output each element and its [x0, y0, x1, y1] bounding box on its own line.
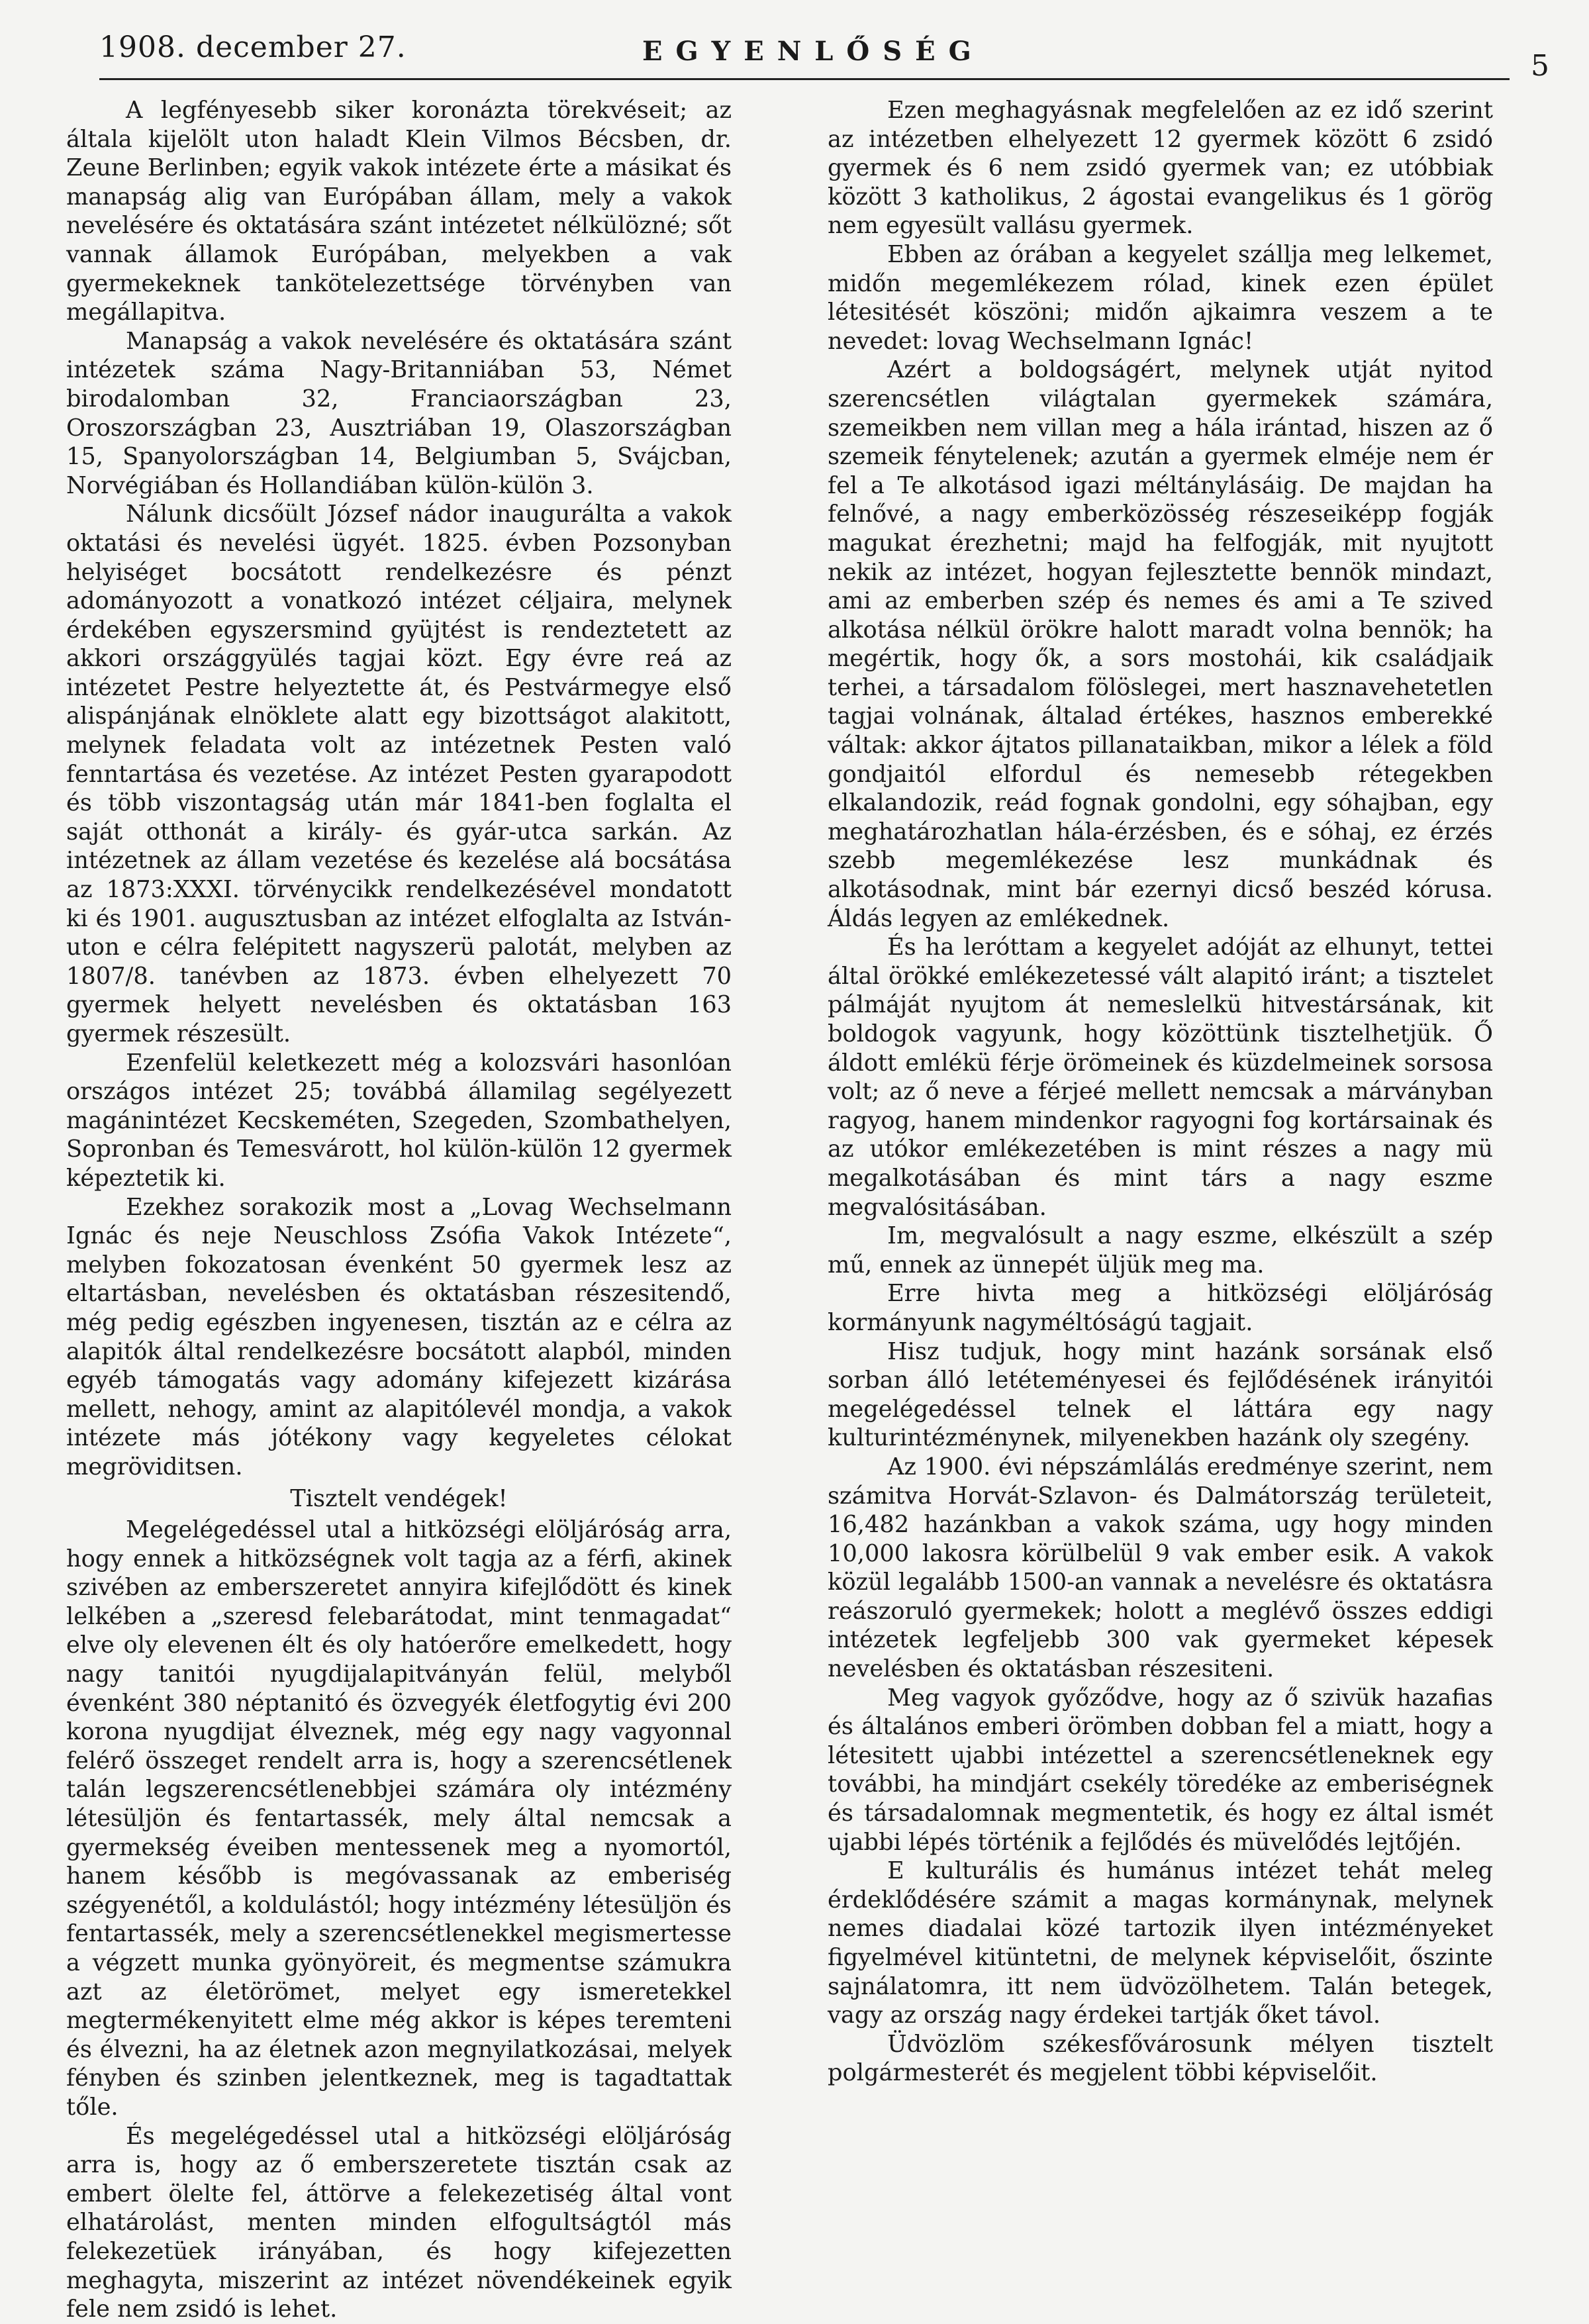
right-paragraph-11: Üdvözlöm székesfővárosunk mélyen tisztelt polgármesterét és megjelent többi képviselőit.: [828, 2030, 1493, 2087]
left-paragraph-4: Ezenfelül keletkezett még a kolozsvári hasonlóan országos intézet 25; továbbá államilag segélyezett magánintézet Kecskeméten, Szegeden, Szombathelyen, Sopronban és Temesvárott, hol külön-külön 12 gyermek képeztetik ki.: [66, 1049, 732, 1192]
issue-date: 1908. december 27.: [99, 30, 407, 64]
right-paragraph-4: És ha leróttam a kegyelet adóját az elhunyt, tettei által örökké emlékezetessé vált alapitó iránt; a tisztelet pálmáját nyujtom át nemeslelkü hitvestársának, kit boldogok vagyunk, hogy közöttünk tisztelhetjük. Ő áldott emlékü férje örömeinek és küzdelmeinek sorsosa volt; az ő neve a férjeé mellett nemcsak a márványban ragyog, hanem mindenkor ragyogni fog kortársainak és az utókor emlékezetében is mint részes a nagy mü megalkotásában és mint társ a nagy eszme megvalósitásában.: [828, 934, 1493, 1221]
right-column: [828, 96, 1493, 2088]
left-column: [66, 96, 732, 2324]
left-paragraph-8: És megelégedéssel utal a hitközségi elöljáróság arra is, hogy az ő emberszeretete tisztán csak az embert ölelte fel, áttörve a felekezetiség által vont elhatárolást, menten minden elfogultságtól más felekezetüek irányában, és hogy kifejezetten meghagyta, miszerint az intézet növendékeinek egyik fele nem zsidó is lehet.: [66, 2122, 732, 2323]
right-paragraph-9: Meg vagyok győződve, hogy az ő szivük hazafias és általános emberi örömben dobban fel a miatt, hogy a létesitett ujabbi intézettel a szerencsétleneknek egy további, ha mindjárt csekély töredéke az emberiségnek és társadalomnak megmentetik, és hogy ez által ismét ujabbi lépés történik a fejlődés és müvelődés lejtőjén.: [828, 1684, 1493, 1856]
right-paragraph-5: Im, megvalósult a nagy eszme, elkészült a szép mű, ennek az ünnepét üljük meg ma.: [828, 1222, 1493, 1279]
page-header: [99, 26, 1549, 83]
right-paragraph-3: Azért a boldogságért, melynek utját nyitod szerencsétlen világtalan gyermekek számára, szemeikben nem villan meg a hála irántad, hiszen az ő szemeik fénytelenek; azután a gyermek elméje nem ér fel a Te alkotásod igazi méltánylásáig. De majdan ha felnővé, a nagy emberközösség részeseiképp fogják magukat érezhetni; majd ha felfogják, mit nyujtott nekik az intézet, hogyan fejlesztette bennök mindazt, ami az emberben szép és nemes és ami a Te szived alkotása nélkül örökre halott maradt volna bennök; ha megértik, hogy ők, a sors mostohái, kik családjaik terhei, a társadalom fölöslegei, mert hasznavehetetlen tagjai volnának, általad értékes, hasznos emberekké váltak: akkor ájtatos pillanataikban, mikor a lélek a föld gondjaitól elfordul és nemesebb rétegekben elkalandozik, reád fognak gondolni, egy sóhajban, egy meghatározhatlan hála-érzésben, és e sóhaj, ez érzés szebb megemlékezése lesz munkádnak és alkotásodnak, mint bár ezernyi dicső beszéd kórusa. Áldás legyen az emlékednek.: [828, 356, 1493, 932]
page-number: 5: [1531, 49, 1549, 83]
right-paragraph-10: E kulturális és humánus intézet tehát meleg érdeklődésére számit a magas kormánynak, melynek nemes diadalai közé tartozik ilyen intézményeket figyelmével kitüntetni, de melynek képviselőit, őszinte sajnálatomra, itt nem üdvözölhetem. Talán betegek, vagy az ország nagy érdekei tartják őket távol.: [828, 1857, 1493, 2029]
right-paragraph-1: Ezen meghagyásnak megfelelően az ez idő szerint az intézetben elhelyezett 12 gyermek között 6 zsidó gyermek és 6 nem zsidó gyermek van; ez utóbbiak között 3 katholikus, 2 ágostai evangelikus és 1 görög nem egyesült vallásu gyermek.: [828, 97, 1493, 240]
left-salutation: Tisztelt vendégek!: [290, 1484, 508, 1512]
left-paragraph-7: Megelégedéssel utal a hitközségi elöljáróság arra, hogy ennek a hitközségnek volt tagja az a férfi, akinek szivében az emberszeretet annyira kifejlődött és kinek lelkében a „szeresd felebarátodat, mint tenmagadat“ elve oly elevenen élt és oly hatóerőre emelkedett, hogy nagy tanitói nyugdijalapitványán felül, melyből évenként 380 néptanitó és özvegyék életfogytig évi 200 korona nyugdijat élveznek, még egy nagy vagyonnal felérő összeget rendelt arra is, hogy a szerencsétlenek talán legszerencsétlenebbjei számára oly intézmény létesüljön és fentartassék, mely által nemcsak a gyermekség éveiben mentessenek meg a nyomortól, hanem később is megóvassanak az emberiség szégyenétől, a koldulástól; hogy intézmény létesüljön és fentartassék, mely a szerencsétlenekkel megismertesse a végzett munka gyönyöreit, és megmentse számukra azt az életörömet, melyet egy ismeretekkel megtermékenyitett elme még akkor is képes teremteni és élvezni, ha az életnek azon megnyilatkozásai, melyek fényben és szinben jelentkeznek, meg is tagadtattak tőle.: [66, 1516, 732, 2121]
left-paragraph-3: Nálunk dicsőült József nádor inaugurálta a vakok oktatási és nevelési ügyét. 1825. évben Pozsonyban helyiséget bocsátott rendelkezésre és pénzt adományozott a vonatkozó intézet céljaira, melynek érdekében egyszersmind gyüjtést is rendeztetett az akkori országgyülés tagjai közt. Egy évre reá az intézetet Pestre helyeztette át, és Pestvármegye első alispánjának elnöklete alatt egy bizottságot alakitott, melynek feladata volt az intézetnek Pesten való fenntartása és vezetése. Az intézet Pesten gyarapodott és több viszontagság után már 1841-ben foglalta el saját otthonát a király- és gyár-utca sarkán. Az intézetnek az állam vezetése és kezelése alá bocsátása az 1873:XXXI. törvénycikk rendelkezésével mondatott ki és 1901. augusztusban az intézet elfoglalta az István-uton e célra felépitett nagyszerü palotát, melyben az 1807/8. tanévben az 1873. évben elhelyezett 70 gyermek helyett nevelésben és oktatásban 163 gyermek részesült.: [66, 501, 732, 1047]
left-paragraph-5: Ezekhez sorakozik most a „Lovag Wechselmann Ignác és neje Neuschloss Zsófia Vakok Intézete“, melyben fokozatosan évenként 50 gyermek lesz az eltartásban, nevelésben és oktatásban részesitendő, még pedig egészben ingyenesen, tisztán az e célra az alapitók által rendelkezésre bocsátott alapból, minden egyéb támogatás vagy adomány kifejezett kizárása mellett, nehogy, amint az alapitólevél mondja, a vakok intézete más jótékony vagy kegyeletes célokat megröviditsen.: [66, 1193, 732, 1480]
left-paragraph-1: A legfényesebb siker koronázta törekvéseit; az általa kijelölt uton haladt Klein Vilmos Bécsben, dr. Zeune Berlinben; egyik vakok intézete érte a másikat és manapság alig van Európában állam, mely a vakok nevelésére és oktatására szánt intézetet nélkülözné; sőt vannak államok Európában, melyekben a vak gyermekeknek tankötelezettsége törvényben van megállapitva.: [66, 97, 732, 326]
right-paragraph-8: Az 1900. évi népszámlálás eredménye szerint, nem számitva Horvát-Szlavon- és Dalmátország területeit, 16,482 hazánkban a vakok száma, ugy hogy minden 10,000 lakosra körülbelül 9 vak ember esik. A vakok közül legalább 1500-an vannak a nevelésre és oktatásra reászoruló gyermekek; holott a meglévő összes eddigi intézetek legfeljebb 300 vak gyermeket képesek nevelésben és oktatásban részesiteni.: [828, 1453, 1493, 1683]
right-paragraph-2: Ebben az órában a kegyelet szállja meg lelkemet, midőn megemlékezem rólad, kinek ezen épület létesitését köszöni; midőn ajkaimra veszem a te nevedet: lovag Wechselmann Ignác!: [828, 240, 1493, 355]
right-paragraph-6: Erre hivta meg a hitközségi elöljáróság kormányunk nagyméltóságú tagjait.: [828, 1280, 1493, 1336]
header-rule: [99, 78, 1510, 80]
left-paragraph-2: Manapság a vakok nevelésére és oktatására szánt intézetek száma Nagy-Britanniában 53, Német birodalomban 32, Franciaországban 23, Oroszországban 23, Ausztriában 19, Olaszországban 15, Spanyolországban 14, Belgiumban 5, Svájcban, Norvégiában és Hollandiában külön-külön 3.: [66, 327, 732, 499]
newspaper-title: EGYENLŐSÉG: [642, 36, 985, 67]
right-paragraph-7: Hisz tudjuk, hogy mint hazánk sorsának első sorban álló letéteményesei és fejlődésének irányitói megelégedéssel telnek el láttára egy nagy kulturintézménynek, milyenekben hazánk oly szegény.: [828, 1337, 1493, 1452]
